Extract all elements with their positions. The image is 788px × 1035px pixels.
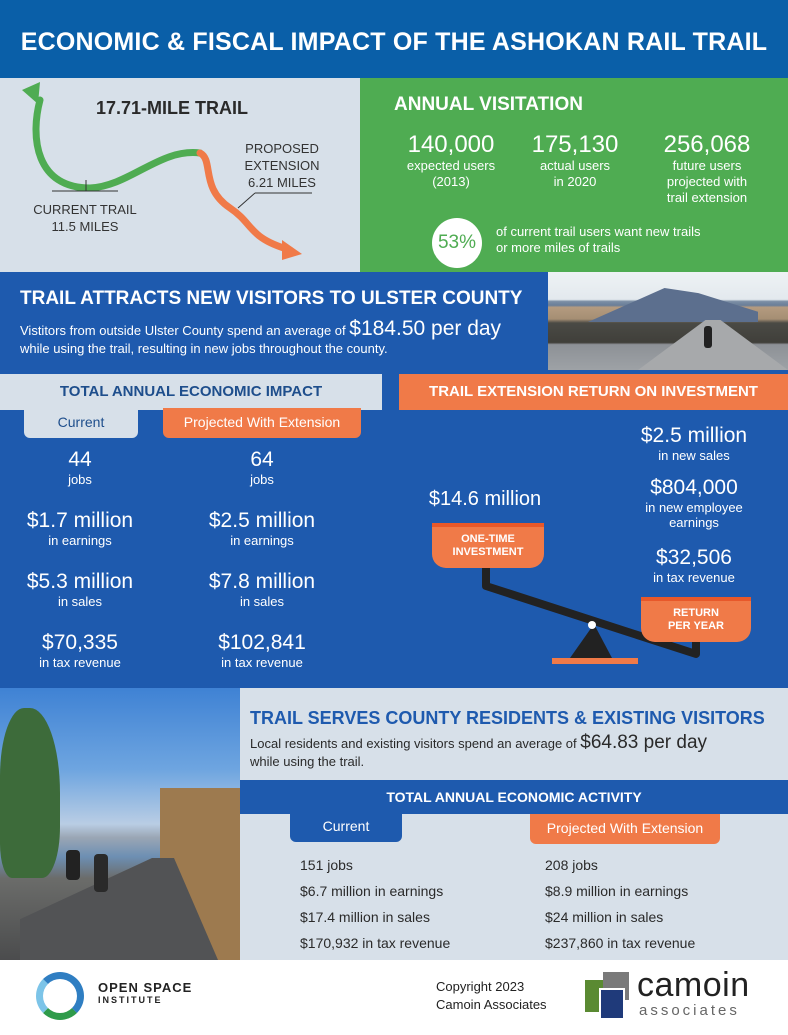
- cyclist-figure: [704, 326, 712, 348]
- investment-pan: [432, 523, 544, 568]
- stat-label: expected users: [406, 158, 496, 173]
- text-segment: Local residents and existing visitors spend an average of: [250, 736, 581, 751]
- list-item: 151 jobs: [300, 857, 353, 873]
- cyclist-figure: [94, 854, 108, 892]
- associates-wordmark: associates: [639, 1002, 740, 1019]
- page-title: ECONOMIC & FISCAL IMPACT OF THE ASHOKAN RAIL TRAIL: [20, 28, 768, 56]
- mountain-shape: [588, 288, 758, 322]
- tab-projected: Projected With Extension: [530, 814, 720, 844]
- percent-badge: 53%: [432, 218, 482, 268]
- impact-label: in sales: [239, 594, 285, 609]
- stat-label: future users: [672, 158, 742, 173]
- stat-label: trail extension: [666, 190, 748, 205]
- trail-map-panel: [0, 78, 360, 272]
- impact-item: [182, 509, 342, 570]
- activity-current-list: [300, 852, 450, 956]
- extension-label-line: 6.21 MILES: [248, 175, 316, 190]
- new-visitors-text: [20, 317, 540, 358]
- extension-label-line: EXTENSION: [244, 158, 320, 173]
- return-value: $32,506: [656, 546, 732, 569]
- impact-item: [0, 631, 160, 692]
- residents-title: TRAIL SERVES COUNTY RESIDENTS & EXISTING VISITORS: [250, 708, 765, 728]
- tab-current: Current: [290, 814, 402, 842]
- activity-projected-list: [545, 852, 695, 956]
- new-visitors-title: TRAIL ATTRACTS NEW VISITORS TO ULSTER COUNTY: [20, 288, 523, 309]
- return-value: $2.5 million: [640, 424, 748, 447]
- trail-photo-bikers: [0, 688, 240, 960]
- cyclist-figure: [66, 850, 80, 880]
- impact-item: [182, 448, 342, 509]
- current-label-line: CURRENT TRAIL: [33, 202, 137, 217]
- impact-value: $2.5 million: [208, 509, 316, 532]
- visitation-title: ANNUAL VISITATION: [394, 94, 583, 115]
- impact-label: in earnings: [48, 533, 112, 548]
- return-pan: [641, 597, 751, 642]
- percent-text-line: of current trail users want new trails: [496, 224, 701, 239]
- stat-expected-users: [386, 132, 516, 190]
- residents-panel: [240, 688, 788, 960]
- percent-text-line: or more miles of trails: [496, 240, 621, 255]
- list-item: $170,932 in tax revenue: [300, 935, 451, 951]
- road-shape: [638, 320, 788, 370]
- pan-label-line: ONE-TIME: [461, 533, 515, 545]
- trail-photo-cyclist: [548, 272, 788, 370]
- pan-label-line: PER YEAR: [667, 620, 725, 632]
- return-label: in new employee: [645, 500, 743, 515]
- footer: [0, 960, 788, 1035]
- extension-label: [232, 140, 332, 191]
- return-item: [622, 476, 766, 546]
- osi-line: INSTITUTE: [98, 995, 163, 1005]
- copyright-line: Copyright 2023: [436, 979, 525, 994]
- camoin-logo: [585, 966, 775, 1022]
- daily-spend-highlight: $184.50 per day: [349, 317, 502, 340]
- current-trail-label: [22, 201, 148, 235]
- impact-label: in tax revenue: [221, 655, 303, 670]
- list-item: $24 million in sales: [545, 909, 664, 925]
- current-label-line: 11.5 MILES: [51, 219, 119, 234]
- daily-spend-highlight: $64.83 per day: [580, 732, 708, 753]
- impact-value: $5.3 million: [26, 570, 134, 593]
- annual-visitation-panel: [360, 78, 788, 272]
- activity-title: TOTAL ANNUAL ECONOMIC ACTIVITY: [240, 780, 788, 814]
- percent-description: [496, 224, 700, 256]
- list-item: $17.4 million in sales: [300, 909, 430, 925]
- camoin-wordmark: camoin: [637, 966, 750, 1004]
- impact-projected-column: [182, 448, 342, 692]
- stat-future-users: [642, 132, 772, 206]
- impact-item: [0, 570, 160, 631]
- trail-length-title: 17.71-MILE TRAIL: [96, 98, 249, 118]
- pan-label-line: RETURN: [673, 607, 719, 619]
- tab-projected: Projected With Extension: [163, 408, 361, 438]
- impact-value: $7.8 million: [208, 570, 316, 593]
- impact-item: [182, 631, 342, 692]
- list-item: $6.7 million in earnings: [300, 883, 444, 899]
- investment-value: $14.6 million: [428, 488, 542, 510]
- stat-actual-users: [510, 132, 640, 190]
- list-item: $237,860 in tax revenue: [545, 935, 696, 951]
- osi-logo-text: [98, 980, 192, 1005]
- stat-value: 256,068: [663, 131, 751, 158]
- logo-square-icon: [599, 988, 625, 1020]
- impact-label: in sales: [57, 594, 103, 609]
- tab-current: Current: [24, 408, 138, 438]
- impact-item: [0, 448, 160, 509]
- impact-label: jobs: [68, 472, 92, 487]
- impact-value: $1.7 million: [26, 509, 134, 532]
- return-label: in tax revenue: [653, 570, 735, 585]
- list-item: $8.9 million in earnings: [545, 883, 689, 899]
- list-item: 208 jobs: [545, 857, 598, 873]
- return-label: earnings: [669, 515, 719, 530]
- impact-label: in tax revenue: [39, 655, 121, 670]
- osi-line: OPEN SPACE: [98, 980, 193, 995]
- text-segment: while using the trail.: [250, 754, 365, 769]
- impact-value: $70,335: [42, 631, 118, 654]
- new-visitors-panel: [0, 272, 548, 370]
- impact-item: [0, 509, 160, 570]
- impact-value: $102,841: [218, 631, 306, 654]
- total-impact-title: TOTAL ANNUAL ECONOMIC IMPACT: [0, 374, 382, 410]
- return-value: $804,000: [650, 476, 738, 499]
- text-segment: while using the trail, resulting in new jobs throughout the county.: [20, 341, 388, 356]
- impact-label: in earnings: [230, 533, 294, 548]
- stat-label: (2013): [432, 174, 470, 189]
- impact-current-column: [0, 448, 160, 692]
- stat-label: projected with: [666, 174, 748, 189]
- pan-label-line: INVESTMENT: [452, 546, 524, 558]
- title-banner: [0, 0, 788, 78]
- residents-text: [250, 734, 780, 771]
- impact-item: [182, 570, 342, 631]
- stat-label: actual users: [539, 158, 611, 173]
- tree-shape: [0, 708, 60, 878]
- impact-label: jobs: [250, 472, 274, 487]
- return-item: [622, 424, 766, 476]
- copyright: [436, 978, 547, 1014]
- return-label: in new sales: [658, 448, 730, 463]
- roi-title: TRAIL EXTENSION RETURN ON INVESTMENT: [399, 374, 788, 410]
- stat-value: 175,130: [531, 131, 619, 158]
- osi-logo-icon: [36, 972, 84, 1020]
- impact-value: 64: [250, 448, 274, 471]
- extension-label-line: PROPOSED: [245, 141, 319, 156]
- impact-value: 44: [68, 448, 92, 471]
- stat-value: 140,000: [407, 131, 495, 158]
- stat-label: in 2020: [553, 174, 597, 189]
- copyright-line: Camoin Associates: [436, 997, 547, 1012]
- text-segment: Vistitors from outside Ulster County spend an average of: [20, 323, 350, 338]
